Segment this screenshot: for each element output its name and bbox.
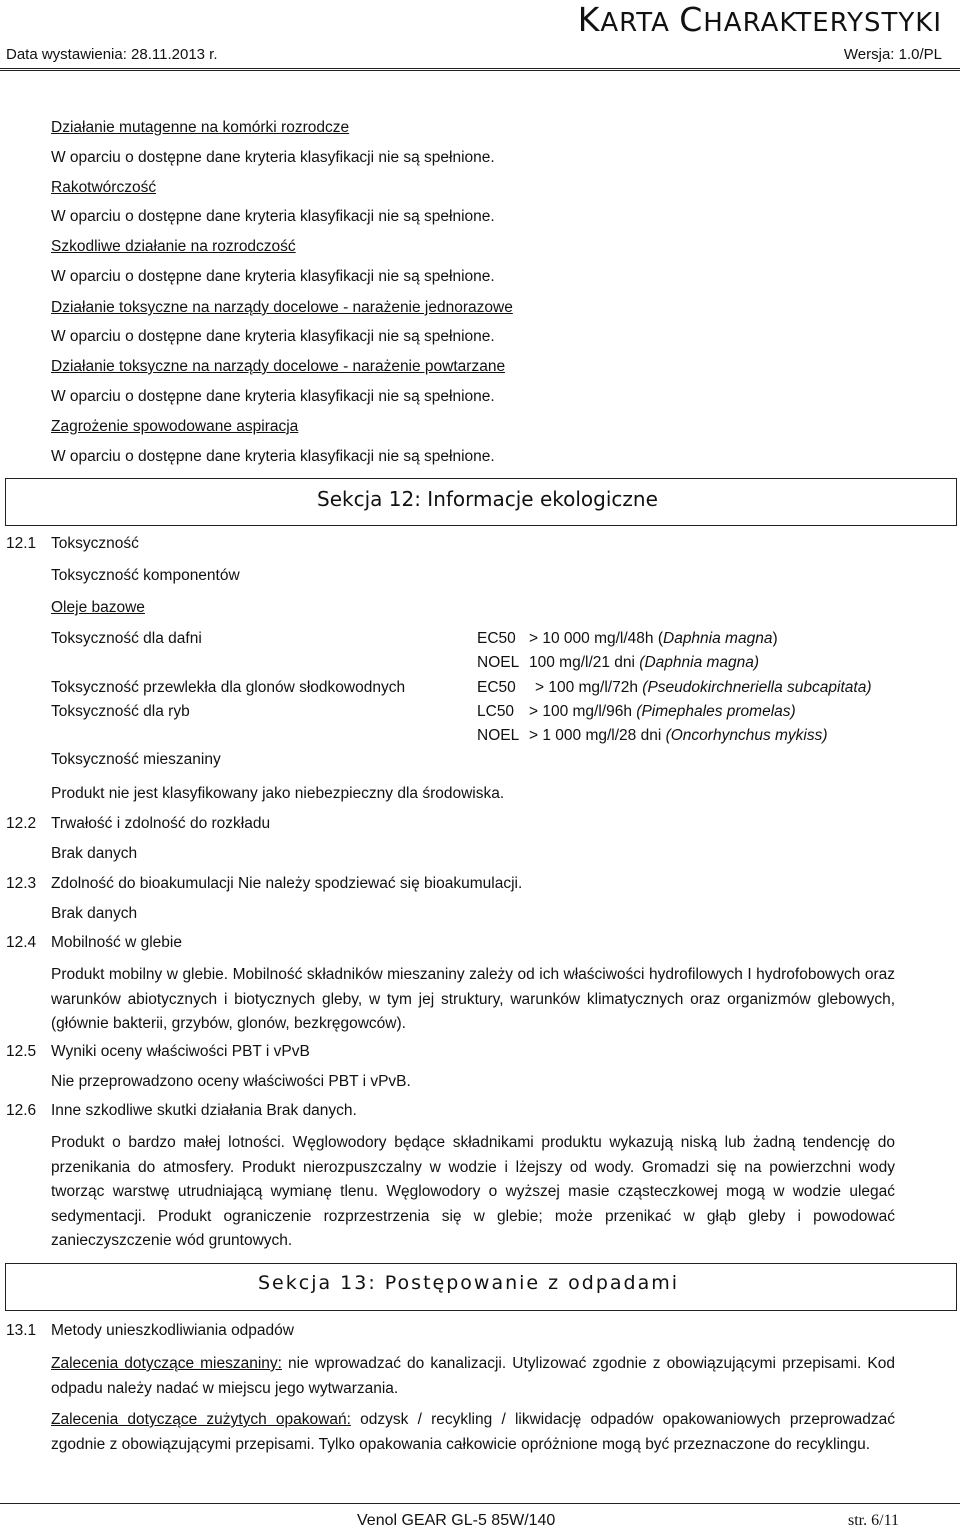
hazard-heading: Działanie toksyczne na narządy docelowe - narażenie powtarzane <box>51 358 506 375</box>
hazard-heading: Rakotwórczość <box>51 179 157 196</box>
subsection-text: Brak danych <box>51 845 138 862</box>
subsection-title: Metody unieszkodliwiania odpadów <box>51 1322 294 1339</box>
subsection-text: Nie przeprowadzono oceny właściwości PBT i vPvB. <box>51 1073 411 1090</box>
subsection-number: 12.4 <box>6 934 37 951</box>
section-12-title: Sekcja 12: Informacje ekologiczne <box>317 487 658 511</box>
subsection-title: Trwałość i zdolność do rozkładu <box>51 815 271 832</box>
product-name: Venol GEAR GL-5 85W/140 <box>357 1512 556 1529</box>
hazard-text: W oparciu o dostępne dane kryteria klasyfikacji nie są spełnione. <box>51 268 495 285</box>
hazard-heading: Szkodliwe działanie na rozrodczość <box>51 238 296 255</box>
section-13-title: Sekcja 13: Postępowanie z odpadami <box>258 1272 680 1294</box>
mixture-disposal-label: Zalecenia dotyczące mieszaniny: <box>51 1355 282 1372</box>
hazard-text: W oparciu o dostępne dane kryteria klasyfikacji nie są spełnione. <box>51 208 495 225</box>
hazard-text: W oparciu o dostępne dane kryteria klasyfikacji nie są spełnione. <box>51 149 495 166</box>
footer-divider <box>0 1503 960 1504</box>
packaging-disposal-paragraph: Zalecenia dotyczące zużytych opakowań: odzysk / recykling / likwidację odpadów opakowaniowych przeprowadzać zgodnie z obowiązującymi przepisami. Tylko opakowania całkowicie opróżnione mogą być przeznaczone do recyklingu. <box>51 1411 895 1453</box>
issue-date: Data wystawienia: 28.11.2013 r. <box>6 46 218 63</box>
tox-value-row: EC50 > 10 000 mg/l/48h (Daphnia magna) <box>477 630 778 647</box>
hazard-heading: Zagrożenie spowodowane aspiracja <box>51 418 299 435</box>
subsection-number: 12.2 <box>6 815 37 832</box>
tox-algae-label: Toksyczność przewlekła dla glonów słodkowodnych <box>51 679 406 696</box>
subsection-title: Inne szkodliwe skutki działania Brak danych. <box>51 1102 357 1119</box>
base-oils-label: Oleje bazowe <box>51 599 145 616</box>
hazard-text: W oparciu o dostępne dane kryteria klasyfikacji nie są spełnione. <box>51 448 495 465</box>
tox-daphnia-label: Toksyczność dla dafni <box>51 630 202 647</box>
document-title: KARTA CHARAKTERYSTYKI <box>577 0 942 39</box>
mixture-disposal-paragraph: Zalecenia dotyczące mieszaniny: nie wprowadzać do kanalizacji. Utylizować zgodnie z obowiązującymi przepisami. Kod odpadu należy nadać w miejscu jego wytwarzania. <box>51 1355 895 1397</box>
hazard-text: W oparciu o dostępne dane kryteria klasyfikacji nie są spełnione. <box>51 388 495 405</box>
header-divider <box>0 68 960 71</box>
subsection-title: Toksyczność <box>51 535 139 552</box>
subsection-number: 12.6 <box>6 1102 37 1119</box>
packaging-disposal-label: Zalecenia dotyczące zużytych opakowań: <box>51 1411 351 1428</box>
tox-value-row: EC50 > 100 mg/l/72h (Pseudokirchneriella subcapitata) <box>477 679 872 696</box>
tox-value-row: NOEL 100 mg/l/21 dni (Daphnia magna) <box>477 654 760 671</box>
hazard-text: W oparciu o dostępne dane kryteria klasyfikacji nie są spełnione. <box>51 328 495 345</box>
tox-value-row: NOEL > 1 000 mg/l/28 dni (Oncorhynchus mykiss) <box>477 727 828 744</box>
hazard-heading: Działanie toksyczne na narządy docelowe - narażenie jednorazowe <box>51 299 513 316</box>
mixture-label: Toksyczność mieszaniny <box>51 751 221 768</box>
subsection-title: Mobilność w glebie <box>51 934 182 951</box>
page-number: str. 6/11 <box>848 1512 899 1529</box>
mixture-text: Produkt nie jest klasyfikowany jako niebezpieczny dla środowiska. <box>51 785 505 802</box>
subsection-number: 12.5 <box>6 1043 37 1060</box>
subsection-title: Wyniki oceny właściwości PBT i vPvB <box>51 1043 310 1060</box>
components-label: Toksyczność komponentów <box>51 567 240 584</box>
hazard-heading: Działanie mutagenne na komórki rozrodcze <box>51 119 350 136</box>
subsection-text: Brak danych <box>51 905 138 922</box>
subsection-number: 12.3 <box>6 875 37 892</box>
tox-fish-label: Toksyczność dla ryb <box>51 703 190 720</box>
other-effects-paragraph: Produkt o bardzo małej lotności. Węglowodory będące składnikami produktu wykazują niską lub żadną tendencję do przenikania do atmosfery. Produkt nierozpuszczalny w wodzie i lżejszy od wody. Gromadzi się na powierzchni wody tworząc warstwę utrudniającą wymianę tlenu. Węglowodory o wyższej masie cząsteczkowej mogą w wodzie ulegać sedymentacji. Produkt ograniczenie rozprzestrzenia się w glebie; może przenikać w głąb gleby i powodować zanieczyszczenie wód gruntowych. <box>51 1134 895 1249</box>
tox-value-row: LC50 > 100 mg/l/96h (Pimephales promelas) <box>477 703 796 720</box>
subsection-title: Zdolność do bioakumulacji Nie należy spodziewać się bioakumulacji. <box>51 875 523 892</box>
subsection-number: 13.1 <box>6 1322 37 1339</box>
mobility-paragraph: Produkt mobilny w glebie. Mobilność składników mieszaniny zależy od ich właściwości hydrofilowych I hydrofobowych oraz warunków abiotycznych i biotycznych gleby, w tym jej struktury, warunków klimatycznych oraz organizmów glebowych, (głównie bakterii, grzybów, glonów, bezkręgowców). <box>51 966 895 1032</box>
version: Wersja: 1.0/PL <box>843 46 942 63</box>
subsection-number: 12.1 <box>6 535 37 552</box>
